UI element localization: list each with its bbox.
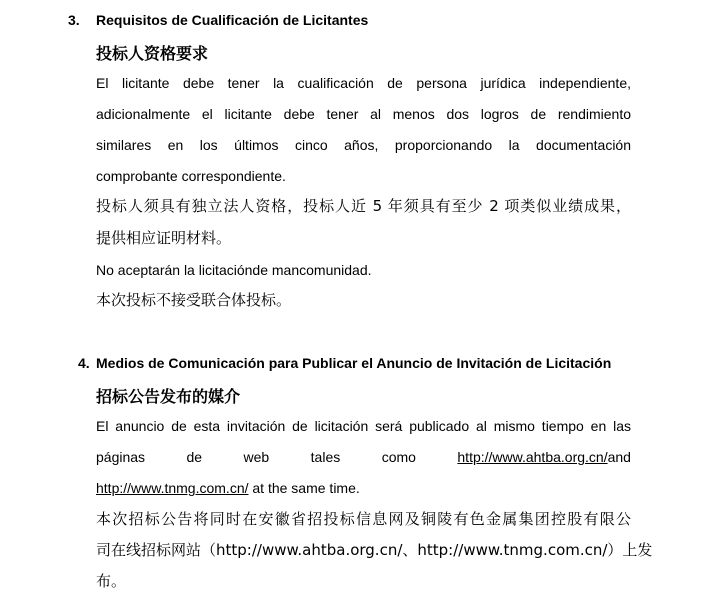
section-3-heading-zh: 投标人资格要求 bbox=[96, 44, 209, 63]
section-4-heading-es: Medios de Comunicación para Publicar el Anuncio de Invitación de Licitación bbox=[96, 355, 612, 371]
section-3-zh-line-1: 投标人须具有独立法人资格，投标人近 5 年须具有至少 2 项类似业绩成果， bbox=[96, 197, 631, 215]
section-3-number: 3. bbox=[68, 12, 80, 28]
word: como bbox=[381, 449, 416, 465]
section-3-es-line-2: adicionalmente el licitante debe tener al menos dos logros de rendimiento bbox=[96, 106, 631, 122]
word: páginas bbox=[96, 449, 146, 465]
section-4-number: 4. bbox=[78, 355, 90, 371]
section-3-zh-line-2: 提供相应证明材料。 bbox=[96, 229, 232, 247]
section-3-es-line-3: similares en los últimos cinco años, proporcionando la documentación bbox=[96, 137, 631, 153]
word: tales bbox=[310, 449, 341, 465]
section-4-zh-line-3: 布。 bbox=[96, 572, 127, 590]
link-ahtba[interactable]: http://www.ahtba.org.cn/ bbox=[457, 449, 608, 465]
section-3-heading-es: Requisitos de Cualificación de Licitantes bbox=[96, 12, 369, 28]
section-4-heading-zh: 招标公告发布的媒介 bbox=[96, 387, 241, 406]
section-3-es-line-1: El licitante debe tener la cualificación de persona jurídica independiente, bbox=[96, 75, 631, 91]
link-group bbox=[457, 448, 631, 466]
section-4-es-line-2 bbox=[96, 448, 631, 466]
section-4-es-line-3 bbox=[96, 479, 631, 497]
link-tnmg[interactable]: http://www.tnmg.com.cn/ bbox=[96, 480, 249, 496]
section-3-consortium-es: No aceptarán la licitaciónde mancomunidad. bbox=[96, 262, 372, 278]
link-suffix: and bbox=[607, 449, 631, 465]
section-4-es-line-1: El anuncio de esta invitación de licitación será publicado al mismo tiempo en las bbox=[96, 418, 631, 434]
word: de bbox=[186, 449, 203, 465]
section-4-zh-line-2: 司在线招标网站（http://www.ahtba.org.cn/、http://www.tnmg.com.cn/）上发 bbox=[96, 541, 653, 559]
word: web bbox=[243, 449, 270, 465]
section-4-zh-line-1: 本次招标公告将同时在安徽省招投标信息网及铜陵有色金属集团控股有限公 bbox=[96, 510, 631, 528]
section-3-es-line-4: comprobante correspondiente. bbox=[96, 168, 286, 184]
section-3-consortium-zh: 本次投标不接受联合体投标。 bbox=[96, 291, 292, 309]
line-suffix: at the same time. bbox=[248, 480, 360, 496]
